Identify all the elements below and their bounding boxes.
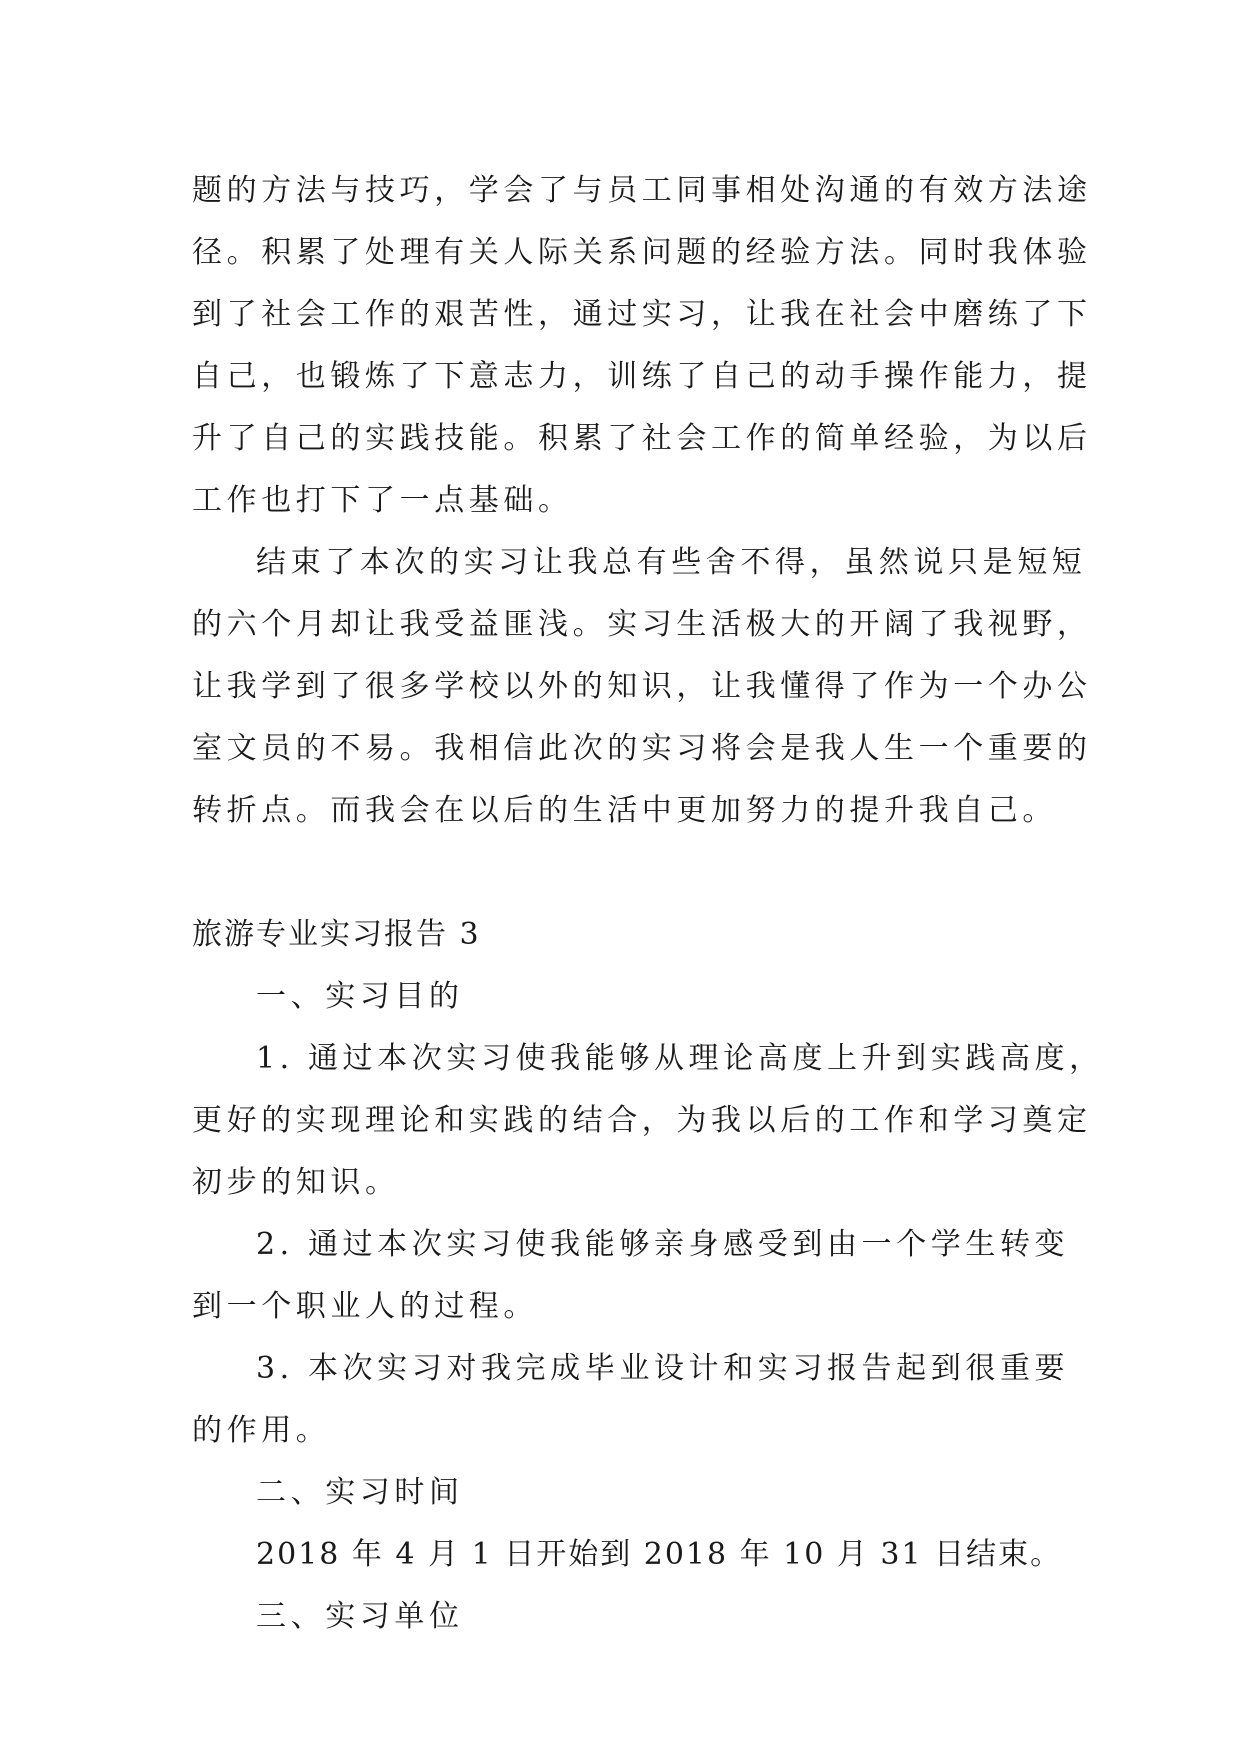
text-line: 室文员的不易。我相信此次的实习将会是我人生一个重要的 [192,731,1092,766]
text-line: 到一个职业人的过程。 [192,1289,538,1324]
spacer [192,842,1062,904]
section-heading: 一、实习目的 [256,979,464,1014]
section-unit [192,1586,1062,1648]
section-purpose [192,966,1104,1462]
text-line: 升了自己的实践技能。积累了社会工作的简单经验，为以后 [192,421,1092,456]
text-line: 自己，也锻炼了下意志力，训练了自己的动手操作能力，提 [192,359,1092,394]
text-line: 2018 年 4 月 1 日开始到 2018 年 10 月 31 日结束。 [256,1537,1063,1572]
text-line: 工作也打下了一点基础。 [192,483,573,518]
text-line: 转折点。而我会在以后的生活中更加努力的提升我自己。 [192,793,1057,828]
section-heading: 二、实习时间 [256,1475,464,1510]
text-line: 题的方法与技巧，学会了与员工同事相处沟通的有效方法途 [192,173,1092,208]
text-line: 径。积累了处理有关人际关系问题的经验方法。同时我体验 [192,235,1092,270]
report-title: 旅游专业实习报告 3 [192,917,481,952]
text-line: 的作用。 [192,1413,331,1448]
paragraph-conclusion [192,532,1092,842]
text-line: 结束了本次的实习让我总有些舍不得，虽然说只是短短 [256,545,1087,580]
document-body [192,160,1104,1648]
text-line: 2. 通过本次实习使我能够亲身感受到由一个学生转变 [256,1227,1070,1262]
text-line: 到了社会工作的艰苦性，通过实习，让我在社会中磨练了下 [192,297,1092,332]
text-line: 初步的知识。 [192,1165,400,1200]
text-line: 让我学到了很多学校以外的知识，让我懂得了作为一个办公 [192,669,1092,704]
section-time [192,1462,1062,1586]
text-line: 3. 本次实习对我完成毕业设计和实习报告起到很重要 [256,1351,1070,1386]
text-line: 的六个月却让我受益匪浅。实习生活极大的开阔了我视野， [192,607,1092,642]
paragraph-summary [192,160,1092,532]
text-line: 更好的实现理论和实践的结合，为我以后的工作和学习奠定 [192,1103,1092,1138]
text-line: 1. 通过本次实习使我能够从理论高度上升到实践高度， [256,1041,1104,1076]
section-heading: 三、实习单位 [256,1599,464,1634]
